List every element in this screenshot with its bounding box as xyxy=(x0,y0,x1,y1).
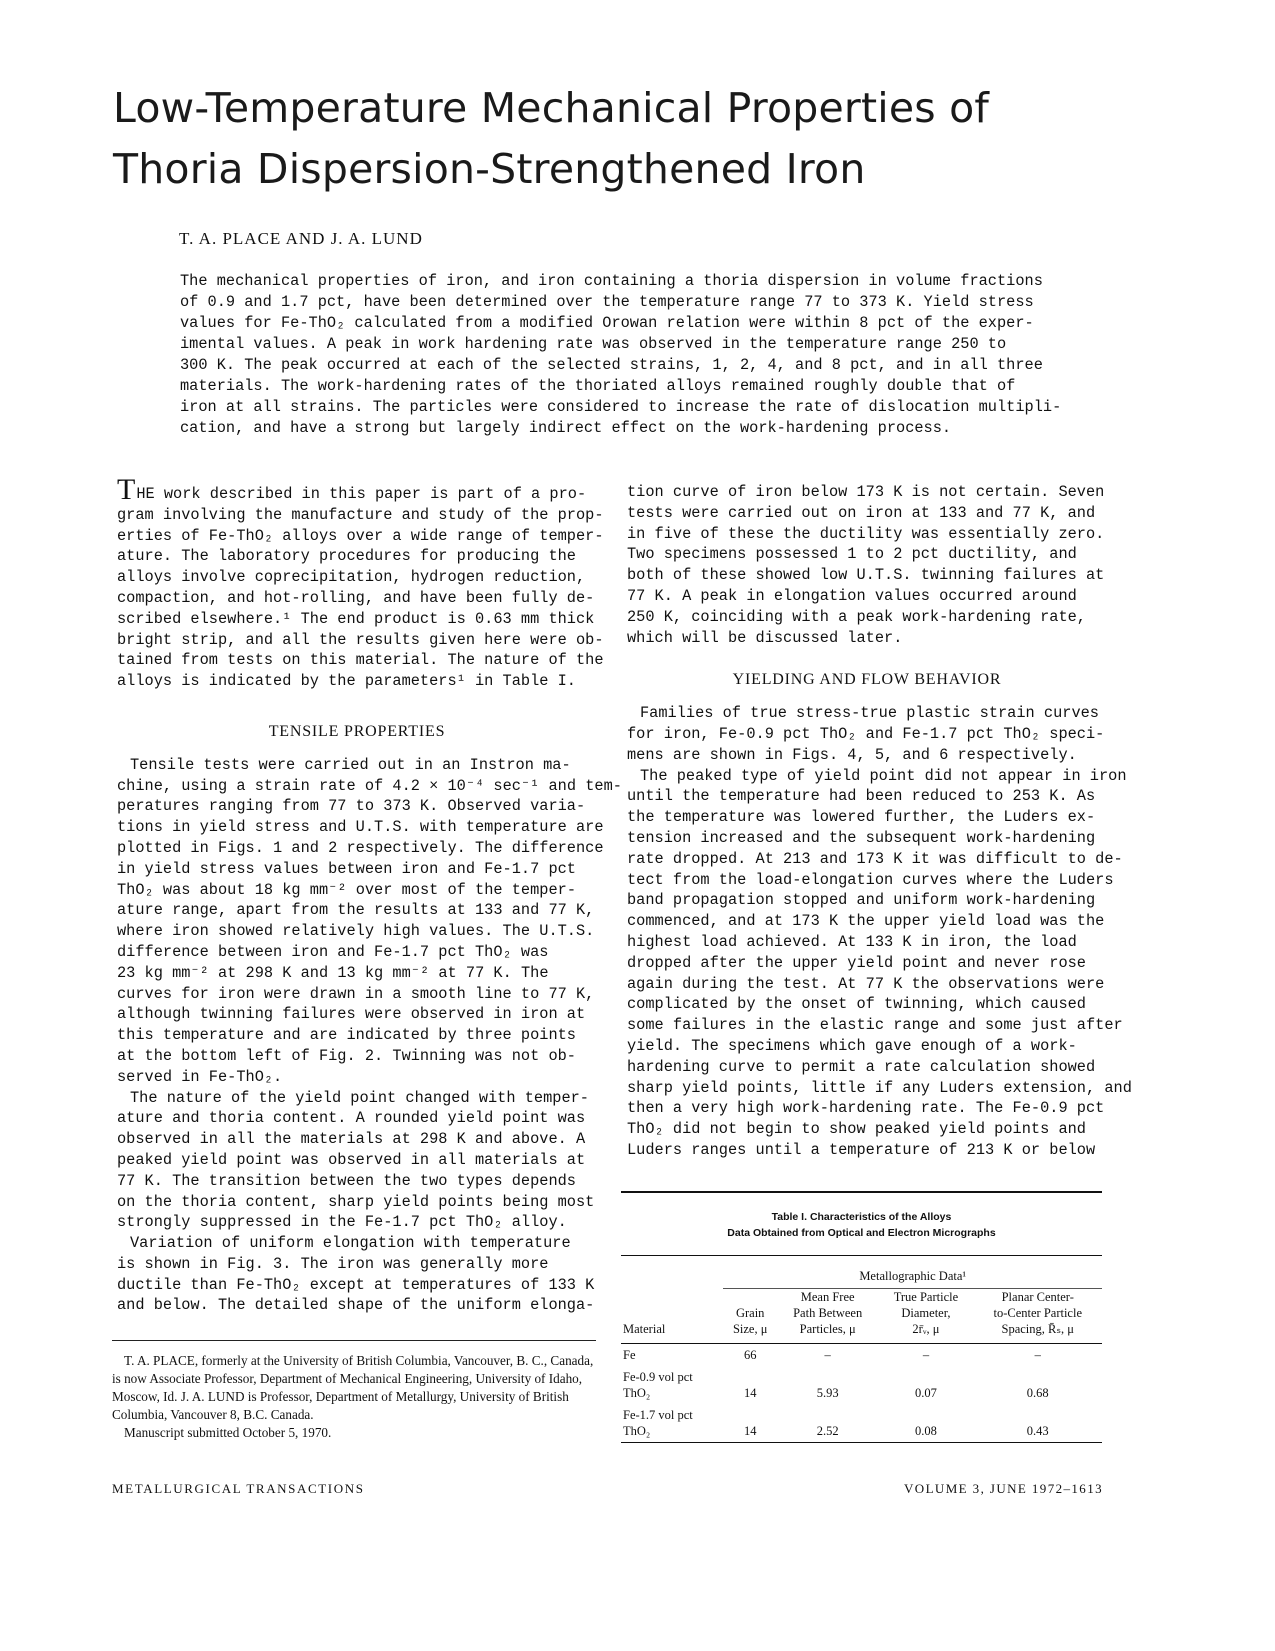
body-line: difference between iron and Fe-1.7 pct ThO₂ was xyxy=(117,942,549,961)
col-header-line: True Particle xyxy=(893,1290,959,1304)
body-line: peaked yield point was observed in all materials at xyxy=(117,1150,586,1169)
col-header-line: Path Between xyxy=(793,1306,863,1320)
tensile-paragraph-3 xyxy=(117,1233,597,1316)
abstract-line: 300 K. The peak occurred at each of the selected strains, 1, 2, 4, and 8 pct, and in all three xyxy=(180,356,1043,374)
characteristics-table xyxy=(621,1268,1102,1443)
body-line: tained from tests on this material. The nature of the xyxy=(117,651,604,670)
tensile-paragraph-2 xyxy=(117,1088,597,1234)
cell-diam: 0.08 xyxy=(878,1404,973,1443)
body-line: rate dropped. At 213 and 173 K it was difficult to de- xyxy=(627,849,1123,868)
body-line: alloys involve coprecipitation, hydrogen reduction, xyxy=(117,568,586,587)
body-line: hardening curve to permit a rate calculation showed xyxy=(627,1057,1096,1076)
col-header-mean-free-path xyxy=(777,1289,879,1344)
cell-material xyxy=(621,1366,723,1404)
cell-text: Fe-0.9 vol pct xyxy=(623,1370,693,1384)
body-line: tect from the load-elongation curves where the Luders xyxy=(627,870,1114,889)
footnote-submitted: Manuscript submitted October 5, 1970. xyxy=(124,1425,332,1440)
body-line: the temperature was lowered further, the Luders ex- xyxy=(627,808,1096,827)
body-line: 77 K. The transition between the two types depends xyxy=(117,1171,576,1190)
body-line: Two specimens possessed 1 to 2 pct ductility, and xyxy=(627,545,1077,564)
cell-material xyxy=(621,1404,723,1443)
body-line: dropped after the upper yield point and never rose xyxy=(627,953,1086,972)
intro-first-line xyxy=(117,473,597,506)
right-column xyxy=(627,482,1132,1161)
table-row xyxy=(621,1404,1102,1443)
body-line: observed in all the materials at 298 K and above. A xyxy=(117,1130,586,1149)
col-header-grain xyxy=(723,1289,776,1344)
cell-material xyxy=(621,1344,723,1367)
abstract-line: iron at all strains. The particles were considered to increase the rate of dislocation multipli- xyxy=(180,398,1062,416)
body-line: again during the test. At 77 K the observations were xyxy=(627,974,1105,993)
tensile-paragraph-1 xyxy=(117,755,622,1088)
body-line: in yield stress values between iron and Fe-1.7 pct xyxy=(117,859,576,878)
body-line: gram involving the manufacture and study of the prop- xyxy=(117,505,604,524)
cell-text: ThO₂ xyxy=(623,1424,651,1438)
body-line: then a very high work-hardening rate. The Fe-0.9 pct xyxy=(627,1099,1105,1118)
body-line: curves for iron were drawn in a smooth line to 77 K, xyxy=(117,984,595,1003)
table-1 xyxy=(621,1191,1102,1443)
body-line: yield. The specimens which gave enough of a work- xyxy=(627,1036,1077,1055)
body-line: on the thoria content, sharp yield points being most xyxy=(117,1192,595,1211)
body-line: tion curve of iron below 173 K is not certain. Seven xyxy=(627,483,1105,501)
cell-spacing: 0.43 xyxy=(973,1404,1102,1443)
yielding-paragraph-1 xyxy=(627,703,1107,765)
body-line: scribed elsewhere.¹ The end product is 0.63 mm thick xyxy=(117,609,595,628)
body-line: tions in yield stress and U.T.S. with temperature are xyxy=(117,818,604,837)
journal-name: METALLURGICAL TRANSACTIONS xyxy=(112,1481,365,1496)
abstract-line: The mechanical properties of iron, and iron containing a thoria dispersion in volume fractions xyxy=(180,272,1043,290)
abstract-line: cation, and have a strong but largely indirect effect on the work-hardening process. xyxy=(180,419,952,437)
table-top-rule xyxy=(621,1191,1102,1193)
cell-diam: – xyxy=(922,1348,930,1362)
body-line: ature range, apart from the results at 133 and 77 K, xyxy=(117,901,595,920)
cell-spacing: 0.68 xyxy=(1026,1386,1049,1400)
body-line: 250 K, coinciding with a peak work-hardening rate, xyxy=(627,607,1086,626)
body-line: some failures in the elastic range and some just after xyxy=(627,1016,1123,1035)
body-line: Tensile tests were carried out in an Instron ma- xyxy=(130,755,571,774)
body-line: at the bottom left of Fig. 2. Twinning was not ob- xyxy=(117,1046,576,1065)
body-line: complicated by the onset of twinning, which caused xyxy=(627,995,1086,1014)
body-line: peratures ranging from 77 to 373 K. Observed varia- xyxy=(117,797,586,816)
continued-paragraph xyxy=(627,482,1107,648)
body-line: ature. The laboratory procedures for producing the xyxy=(117,547,576,566)
cell-spacing: – xyxy=(1034,1348,1041,1362)
table-caption-subtitle: Data Obtained from Optical and Electron Micrographs xyxy=(727,1227,996,1239)
intro-first-line-text: HE work described in this paper is part of a pro- xyxy=(136,485,587,503)
section-heading-yielding: YIELDING AND FLOW BEHAVIOR xyxy=(732,671,1002,689)
body-line: until the temperature had been reduced to 253 K. As xyxy=(627,787,1096,806)
table-header-rule xyxy=(621,1255,1102,1256)
abstract xyxy=(180,271,1062,439)
col-header-line: Particles, μ xyxy=(799,1322,856,1336)
body-line: Families of true stress-true plastic strain curves xyxy=(640,704,1099,723)
section-heading-tensile: TENSILE PROPERTIES xyxy=(268,722,446,740)
table-caption xyxy=(621,1209,1102,1241)
col-header-line: Planar Center- xyxy=(1001,1290,1074,1304)
body-line: in five of these the ductility was essentially zero. xyxy=(627,524,1105,543)
body-line: which will be discussed later. xyxy=(627,628,903,647)
body-line: strongly suppressed in the Fe-1.7 pct ThO₂ alloy. xyxy=(117,1213,567,1232)
col-header-line: to-Center Particle xyxy=(993,1306,1082,1320)
footnote-affiliations: T. A. PLACE, formerly at the University of British Columbia, Vancouver, B. C., Canada, is now Associate Professor, Department of Mechanical Engineering, University of Idaho, Moscow, Id. J. A. LUND is Professor, Department of Metallurgy, University of British Columbia, Vancouver 8, B.C. Canada. xyxy=(112,1353,594,1422)
cell-mfp: 5.93 xyxy=(816,1386,839,1400)
body-line: is shown in Fig. 3. The iron was generally more xyxy=(117,1254,549,1273)
col-header-particle-diameter xyxy=(878,1289,973,1344)
col-header-line: Diameter, xyxy=(901,1306,951,1320)
intro-paragraph xyxy=(117,473,604,692)
left-column xyxy=(117,473,622,1316)
footnote-rule xyxy=(112,1340,596,1341)
body-line: this temperature and are indicated by three points xyxy=(117,1026,576,1045)
body-line: ThO₂ did not begin to show peaked yield points and xyxy=(627,1120,1086,1139)
body-line: Variation of uniform elongation with temperature xyxy=(130,1234,571,1253)
body-line: The peaked type of yield point did not appear in iron xyxy=(640,766,1127,785)
col-header-material: Material xyxy=(621,1289,723,1344)
cell-text: Fe xyxy=(623,1348,636,1362)
yielding-paragraph-2 xyxy=(627,766,1132,1161)
cell-diam: 0.07 xyxy=(915,1386,937,1400)
table-row xyxy=(621,1344,1102,1367)
drop-cap: T xyxy=(117,473,136,506)
body-line: tests were carried out on iron at 133 and 77 K, and xyxy=(627,503,1096,522)
col-header-line: Spacing, R̄ₛ, μ xyxy=(1001,1322,1074,1336)
cell-grain: 66 xyxy=(743,1348,757,1362)
body-line: served in Fe-ThO₂. xyxy=(117,1067,283,1086)
body-line: band propagation stopped and uniform work-hardening xyxy=(627,891,1096,910)
author-footnote xyxy=(112,1352,598,1442)
body-line: ThO₂ was about 18 kg mm⁻² over most of the temper- xyxy=(117,880,577,899)
body-line: for iron, Fe-0.9 pct ThO₂ and Fe-1.7 pct ThO₂ speci- xyxy=(627,724,1105,743)
cell-mfp: – xyxy=(824,1348,831,1362)
body-line: tension increased and the subsequent work-hardening xyxy=(627,828,1096,847)
body-line: both of these showed low U.T.S. twinning failures at xyxy=(627,566,1105,585)
cell-text: ThO₂ xyxy=(623,1386,651,1400)
abstract-line: of 0.9 and 1.7 pct, have been determined over the temperature range 77 to 373 K. Yield stress xyxy=(180,293,1034,311)
body-line: alloys is indicated by the parameters¹ in Table I. xyxy=(117,672,576,691)
group-header: Metallographic Data¹ xyxy=(723,1268,1102,1289)
col-header-line: Size, μ xyxy=(732,1322,768,1336)
body-line: erties of Fe-ThO₂ alloys over a wide range of temper- xyxy=(117,526,604,545)
body-line: although twinning failures were observed in iron at xyxy=(117,1005,586,1024)
col-header-line: 2r̄ᵥ, μ xyxy=(912,1322,940,1336)
body-line: ductile than Fe-ThO₂ except at temperatures of 133 K xyxy=(117,1275,595,1294)
body-line: 77 K. A peak in elongation values occurred around xyxy=(627,586,1077,605)
body-line: ature and thoria content. A rounded yield point was xyxy=(117,1109,586,1128)
author-byline: T. A. PLACE AND J. A. LUND xyxy=(179,229,423,248)
title-line-1: Low-Temperature Mechanical Properties of xyxy=(113,84,989,132)
table-row xyxy=(621,1366,1102,1404)
cell-mfp: 2.52 xyxy=(777,1404,879,1443)
col-header-particle-spacing xyxy=(973,1289,1102,1344)
body-line: compaction, and hot-rolling, and have been fully de- xyxy=(117,588,595,607)
body-line: commenced, and at 173 K the upper yield load was the xyxy=(627,912,1105,931)
body-line: Luders ranges until a temperature of 213 K or below xyxy=(627,1140,1096,1159)
table-caption-title: Table I. Characteristics of the Alloys xyxy=(771,1211,952,1223)
body-line: mens are shown in Figs. 4, 5, and 6 respectively. xyxy=(627,745,1077,764)
cell-grain: 14 xyxy=(743,1386,757,1400)
abstract-line: values for Fe-ThO₂ calculated from a modified Orowan relation were within 8 pct of the exper- xyxy=(180,314,1034,332)
col-header-line: Grain xyxy=(735,1306,765,1320)
volume-page: VOLUME 3, JUNE 1972–1613 xyxy=(904,1481,1103,1496)
cell-text: Fe-1.7 vol pct xyxy=(623,1408,693,1422)
body-line: 23 kg mm⁻² at 298 K and 13 kg mm⁻² at 77 K. The xyxy=(117,963,549,982)
body-line: bright strip, and all the results given here were ob- xyxy=(117,630,604,649)
body-line: chine, using a strain rate of 4.2 × 10⁻⁴ sec⁻¹ and tem- xyxy=(117,776,622,795)
body-line: and below. The detailed shape of the uniform elonga- xyxy=(117,1296,595,1315)
body-line: sharp yield points, little if any Luders extension, and xyxy=(627,1078,1132,1097)
body-line: The nature of the yield point changed with temper- xyxy=(130,1088,589,1107)
paper-title xyxy=(113,78,1113,200)
title-line-2: Thoria Dispersion-Strengthened Iron xyxy=(113,145,866,193)
abstract-line: imental values. A peak in work hardening rate was observed in the temperature range 250 to xyxy=(180,335,1007,353)
body-line: plotted in Figs. 1 and 2 respectively. The difference xyxy=(117,838,604,857)
abstract-line: materials. The work-hardening rates of the thoriated alloys remained roughly double that of xyxy=(180,377,1016,395)
col-header-line: Mean Free xyxy=(800,1290,855,1304)
cell-grain: 14 xyxy=(723,1404,776,1443)
body-line: where iron showed relatively high values. The U.T.S. xyxy=(117,922,595,941)
body-line: highest load achieved. At 133 K in iron, the load xyxy=(627,932,1077,951)
